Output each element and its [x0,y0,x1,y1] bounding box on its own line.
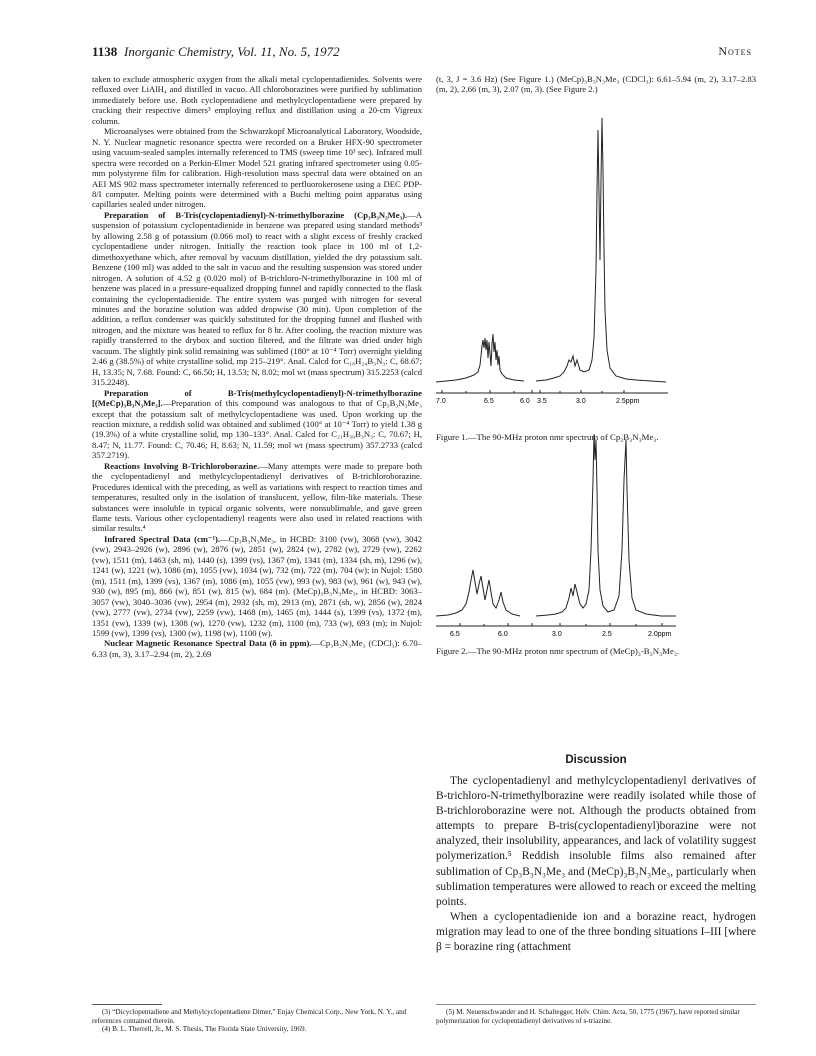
subheading: Reactions Involving B-Trichloroborazine. [104,460,260,471]
section-name: Notes [718,44,752,58]
footnotes-left [92,1008,422,1034]
figure-1-caption: Figure 1.—The 90-MHz proton nmr spectrum of Cp₃B₃N₃Me₃. [436,432,659,442]
left-column [92,74,422,659]
right-column-text [436,74,756,95]
tick-label: 3.0 [576,398,586,405]
paragraph-body: —Many attempts were made to prepare both the cyclopentadienyl and methylcyclopentadienyl derivatives of B-trichloroborazine. Procedures identical with the preceding, as well as variations with respect to reaction times and temperatures, resulted only in the isolation of translucent, yellow, film-like materials. These substances were insoluble in typical organic solvents, were nonsublimable, and gave green flame tests. Various other cyclopentadienyl reagents were also used in related reactions with similar results.⁴ [92,460,422,534]
tick-label: 3.0 [552,631,562,638]
paragraph [92,638,422,659]
footnote: (4) B. L. Therrell, Jr., M. S. Thesis, The Florida State University, 1969. [102,1025,307,1034]
journal-title: Inorganic Chemistry, Vol. 11, No. 5, 1972 [124,44,340,59]
tick-label: 3.5 [537,398,547,405]
paragraph: The cyclopentadienyl and methylcyclopentadienyl derivatives of B-trichloro-N-trimethylborazine were readily isolated while those of B-trichloroborazine were not. Although the products obtained from attempts to prepare B-tris(cyclopentadienyl)borazine were not analyzed, their insolubility, appearances, and lack of volatility suggest polymerization.⁵ Reddish insoluble films also remained after sublimation of Cp₃B₃N₃Me₃ and (MeCp)₃B₃N₃Me₃, particularly when sublimation temperatures were allowed to reach or exceed the melting points. [436,775,756,908]
spectrum-trace-left [436,570,520,616]
subheading: Nuclear Magnetic Resonance Spectral Data (δ in ppm). [104,638,312,649]
figure-1-nmr-spectrum [436,110,756,420]
paragraph: When a cyclopentadienide ion and a borazine react, hydrogen migration may lead to one of the three bonding situations I–III [where β = borazine ring (attachment [436,910,756,954]
page-number: 1138 [92,44,118,59]
tick-label: 6.0 [498,631,508,638]
footnotes-right [436,1008,756,1025]
paragraph: Microanalyses were obtained from the Schwarzkopf Microanalytical Laboratory, Woodside, N. Y. Nuclear magnetic resonance spectra were recorded on a Bruker HFX-90 spectrometer using vacuum-sealed samples internally referenced to TMS (sweep time 10³ sec). Infrared mull spectra were recorded on a Perkin-Elmer Model 521 grating infrared spectrometer using 0.05-mm polystyrene film for calibration. High-resolution mass spectral data were obtained on an AEI MS 902 mass spectrometer internally referenced to perfluorokerosene using a DEC PDP-8/I computer. Melting points were determined with a Buchi melting point apparatus using capillaries sealed under nitrogen. [92,126,422,210]
paragraph [92,388,422,461]
paragraph: (t, 3, J = 3.6 Hz) (See Figure 1.) (MeCp)₃B₃N₃Me₃ (CDCl₃): 6.61–5.94 (m, 2), 3.17–2.83 (m, 2), 2.66 (m, 3), 2.07 (m, 3). (See Figure 2.) [436,74,756,95]
tick-label: 2.5ppm [616,398,640,405]
tick-label: 2.5 [602,631,612,638]
spectrum-trace-right [536,434,676,616]
section-heading-discussion: Discussion [565,754,627,766]
paragraph [92,534,422,639]
figure-2-nmr-spectrum [436,420,756,705]
paragraph-body: —Cp₃B₃N₃Me₃, in HCBD: 3100 (vw), 3068 (vw), 3042 (vw), 2943–2926 (w), 2896 (w), 2876 (w), 2851 (w), 2824 (w), 2782 (w), 2729 (vw), 2262 (vw), 1511 (m), 1463 (sh, m), 1440 (s), 1399 (vs), 1367 (m), 1341 (m), 1334 (sh, m), 1296 (w), 1241 (w), 1221 (w), 1086 (m), 1055 (vw), 1034 (w), 732 (m), 722 (m), 704 (w); in Nujol: 1580 (m), 1511 (m), 1399 (vs), 1367 (m), 1086 (m), 1055 (vw), 993 (w), 983 (w), 961 (w), 943 (w), 930 (w), 895 (m), 866 (w), 851 (w), 815 (w), 684 (m). (MeCp)₃B₃N₃Me₃, in HCBD: 3063–3057 (vw), 3040–3036 (vw), 2954 (m), 2932 (sh, m), 2913 (m), 2871 (sh, w), 2856 (w), 2824 (vw), 2777 (vw), 2734 (vw), 2259 (vw), 1468 (m), 1465 (m), 1444 (s), 1399 (vs), 1372 (m), 1351 (vw), 1339 (w), 1308 (w), 1270 (vw), 1232 (m), 1100 (m), 733 (w), 693 (m); in Nujol: 1599 (vw), 1399 (vs), 1300 (w), 1198 (w), 1100 (w). [92,533,423,639]
subheading: Infrared Spectral Data (cm⁻¹). [104,533,221,544]
running-header [92,44,752,60]
paragraph-body: —Preparation of this compound was analogous to that of Cp₃B₃N₃Me₃ except that the potassium salt of methylcyclopentadiene was used. Upon working up the reaction mixture, a reddish solid was obtained and sublimed (100° at 10⁻⁴ Torr) to yield 1.38 g (19.3%) of a white crystalline solid, mp 130–133°. Anal. Calcd for C₂₁H₃₀B₃N₃: C, 70.67; H, 8.47; N, 11.77. Found: C, 70.46; H, 8.63; N, 11.59; mol wt (mass spectrum) 357.2733 (calcd 357.2719). [92,398,422,461]
discussion-text [436,774,756,955]
subheading: Preparation of B-Tris(methylcyclopentadienyl)-N-trimethylborazine [(MeCp)₃B₃N₃Me₃]. [92,387,422,409]
paragraph [92,210,422,388]
paragraph-body: —A suspension of potassium cyclopentadienide in benzene was prepared using standard methods³ by allowing 2.58 g of potassium (0.066 mol) to react with a slight excess of freshly cracked cyclopentadiene under nitrogen. Initially the reaction took place in 100 ml of 1,2-dimethoxyethane which, after removal by vacuum distillation, yielded the dry potassium salt. Benzene (100 ml) was added to the salt in vacuo and the resulting suspension was stored under nitrogen. A solution of 4.52 g (0.020 mol) of B-trichloro-N-trimethylborazine in 100 ml of benzene was placed in a pressure-equalized dropping funnel and rapidly connected to the flask containing the cyclopentadienide. The entire system was purged with nitrogen for several minutes and the borazine solution was added dropwise (30 min). Upon completion of the addition, a reflux condenser was quickly substituted for the dropping funnel and flushed with nitrogen, and the mixture was heated to reflux for 8 hr. After cooling, the reaction mixture was rapidly transferred to the drybox and suction filtered, and the filtrate was dried under high vacuum. The slightly pink solid remaining was sublimed (180° at 10⁻⁴ Torr) overnight yielding 2.46 g (38.5%) of white crystalline solid, mp 215–219°. Anal. Calcd for C₁₈H₂₄B₃N₃: C, 68.67; H, 13.35; N, 7.68. Found: C, 66.50; H, 13.53; N, 8.02; mol wt (mass spectrum) 315.2253 (calcd 315.2248). [92,209,422,388]
subheading: Preparation of B-Tris(cyclopentadienyl)-N-trimethylborazine (Cp₃B₃N₃Me₃). [104,209,408,220]
footnote: (3) “Dicyclopentadiene and Methylcyclopentadiene Dimer,” Enjay Chemical Corp., New York, N. Y., and references contained therein. [92,1008,407,1025]
tick-label: 6.5 [450,631,460,638]
spectrum-trace-right [536,118,666,382]
footnote-rule [436,1004,756,1005]
tick-label: 6.5 [484,398,494,405]
figure-2-caption: Figure 2.—The 90-MHz proton nmr spectrum of (MeCp)₃-B₃N₃Me₃. [436,646,680,656]
tick-label: 7.0 [436,398,446,405]
footnote: (5) M. Neuenschwander and H. Schaltegger, Helv. Chim. Acta, 50, 1775 (1967), have reported similar polymerization for cyclopentadienyl derivatives of s-triazine. [436,1008,740,1025]
tick-label: 6.0 [520,398,530,405]
paragraph-body: —Cp₃B₃N₃Me₃ (CDCl₃): 6.70–6.33 (m, 3), 3.17–2.94 (m, 2), 2.69 [92,638,422,659]
tick-label: 2.0ppm [648,631,672,638]
paragraph [92,461,422,534]
footnote-rule [92,1004,162,1005]
spectrum-trace-left [436,334,524,382]
paragraph: taken to exclude atmospheric oxygen from the alkali metal cyclopentadienides. Solvents were refluxed over LiAlH₄ and distilled in vacuo. All chloroborazines were purified by sublimation immediately before use. Both cyclopentadiene and methylcyclopentadiene were prepared by cracking their respective dimers³ employing reflux and distillation using a 20-cm Vigreux column. [92,74,422,126]
